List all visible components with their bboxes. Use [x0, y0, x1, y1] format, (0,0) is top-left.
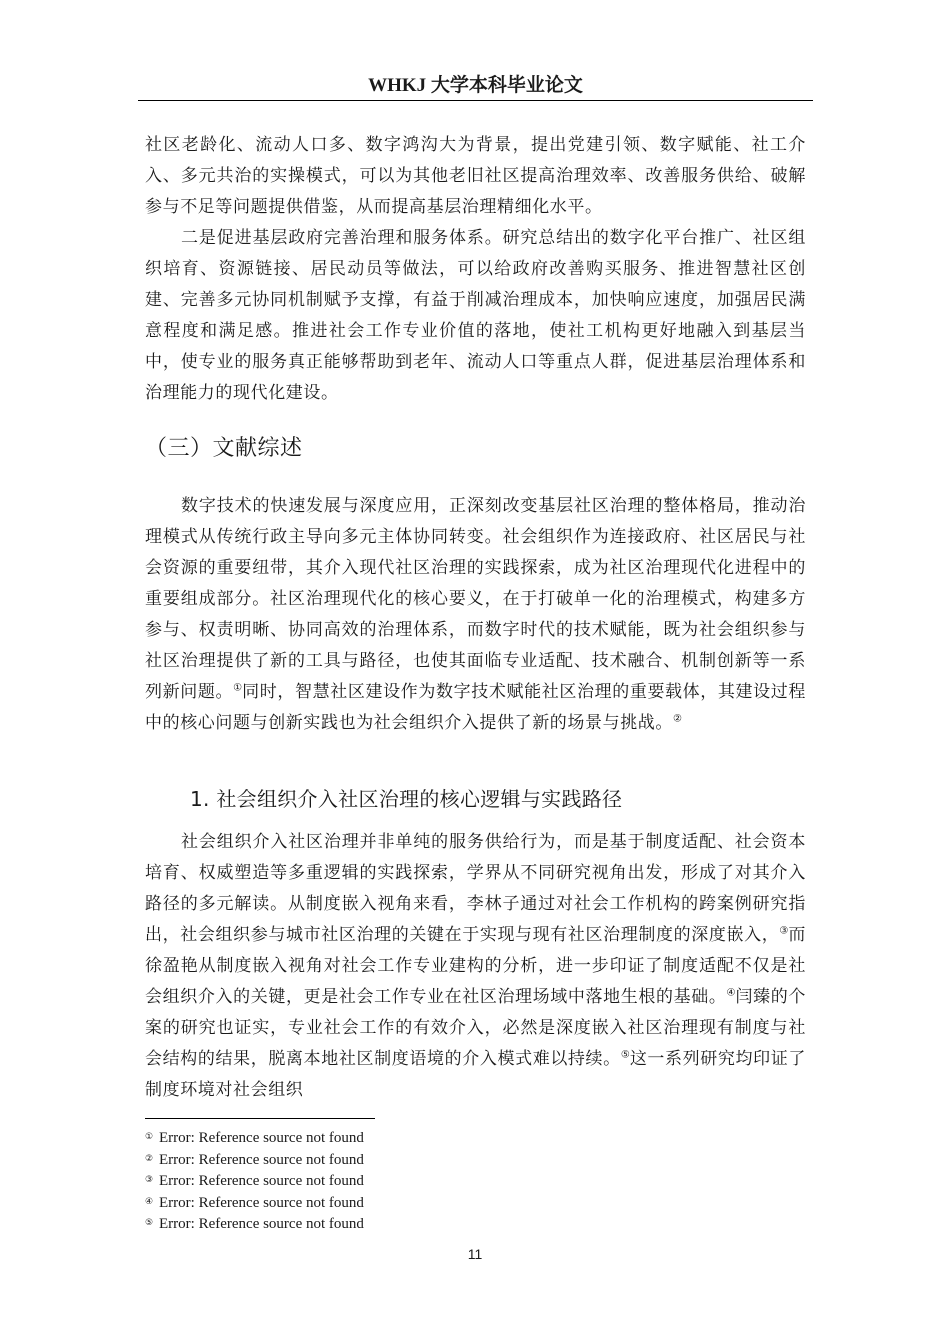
page-number: 11 [467, 1246, 483, 1262]
footnote-ref-5[interactable]: ⑤ [620, 1049, 630, 1061]
footnote-ref-1[interactable]: ① [233, 682, 243, 694]
paragraph-3 [145, 491, 806, 739]
footnote-text: Error: Reference source not found [159, 1194, 364, 1211]
paragraph-4 [145, 827, 806, 1106]
footnote-item [145, 1149, 364, 1171]
paragraph-3-text-b: 同时，智慧社区建设作为数字技术赋能社区治理的重要载体，其建设过程中的核心问题与创新实践也为社会组织介入提供了新的场景与挑战。 [145, 682, 807, 733]
footnote-item [145, 1170, 364, 1192]
footnote-mark: ② [145, 1153, 154, 1164]
footnote-text: Error: Reference source not found [159, 1151, 364, 1168]
footnote-separator [145, 1118, 375, 1119]
paragraph-4-text-a: 社会组织介入社区治理并非单纯的服务供给行为，而是基于制度适配、社会资本培育、权威塑造等多重逻辑的实践探索，学界从不同研究视角出发，形成了对其介入路径的多元解读。从制度嵌入视角来看，李林子通过对社会工作机构的跨案例研究指出，社会组织参与城市社区治理的关键在于实现与现有社区治理制度的深度嵌入， [145, 832, 806, 945]
footnote-mark: ③ [145, 1175, 154, 1185]
paragraph-3-text-a: 数字技术的快速发展与深度应用，正深刻改变基层社区治理的整体格局，推动治理模式从传统行政主导向多元主体协同转变。社会组织作为连接政府、社区居民与社会资源的重要纽带，其介入现代社区治理的实践探索，成为社区治理现代化进程中的重要组成部分。社区治理现代化的核心要义，在于打破单一化的治理模式，构建多方参与、权责明晰、协同高效的治理体系，而数字时代的技术赋能，既为社会组织参与社区治理提供了新的工具与路径，也使其面临专业适配、技术融合、机制创新等一系列新问题。 [145, 496, 806, 702]
footnote-item [145, 1192, 364, 1214]
paragraph-4-text-d: 这一系列研究均印证了制度环境对社会组织 [145, 1049, 807, 1100]
subsection-heading: 1. 社会组织介入社区治理的核心逻辑与实践路径 [190, 787, 623, 811]
page-header: WHKJ 大学本科毕业论文 [368, 75, 583, 96]
footnote-text: Error: Reference source not found [159, 1216, 364, 1232]
footnote-ref-4[interactable]: ④ [726, 987, 736, 999]
literature-paragraph [145, 491, 806, 739]
footnote-mark: ① [145, 1132, 154, 1142]
logic-paragraph [145, 827, 806, 1106]
intro-paragraphs [145, 130, 806, 409]
paragraph-4-text-c: 闫臻的个案的研究也证实，专业社会工作的有效介入，必然是深度嵌入社区治理现有制度与社会结构的结果，脱离本地社区制度语境的介入模式难以持续。 [145, 987, 806, 1069]
header-rule [138, 100, 813, 101]
footnote-mark: ⑤ [145, 1218, 154, 1228]
paragraph-4-text-b: 而徐盈艳从制度嵌入视角对社会工作专业建构的分析，进一步印证了制度适配不仅是社会组织介入的关键，更是社会工作专业在社区治理场域中落地生根的基础。 [145, 925, 806, 1007]
footnotes [145, 1127, 364, 1235]
footnote-mark: ④ [145, 1196, 154, 1207]
section-heading: （三）文献综述 [145, 436, 303, 461]
footnote-item [145, 1213, 364, 1235]
footnote-item [145, 1127, 364, 1149]
footnote-ref-2[interactable]: ② [673, 713, 682, 725]
footnote-text: Error: Reference source not found [159, 1130, 364, 1146]
footnote-text: Error: Reference source not found [159, 1173, 364, 1189]
paragraph-1: 社区老龄化、流动人口多、数字鸿沟大为背景，提出党建引领、数字赋能、社工介入、多元共治的实操模式，可以为其他老旧社区提高治理效率、改善服务供给、破解参与不足等问题提供借鉴，从而提高基层治理精细化水平。 [145, 135, 806, 217]
paragraph-2: 二是促进基层政府完善治理和服务体系。研究总结出的数字化平台推广、社区组织培育、资源链接、居民动员等做法，可以给政府改善购买服务、推进智慧社区创建、完善多元协同机制赋予支撑，有益于削减治理成本，加快响应速度，加强居民满意程度和满足感。推进社会工作专业价值的落地，使社工机构更好地融入到基层当中，使专业的服务真正能够帮助到老年、流动人口等重点人群，促进基层治理体系和治理能力的现代化建设。 [145, 228, 806, 403]
footnote-ref-3[interactable]: ③ [779, 925, 789, 937]
